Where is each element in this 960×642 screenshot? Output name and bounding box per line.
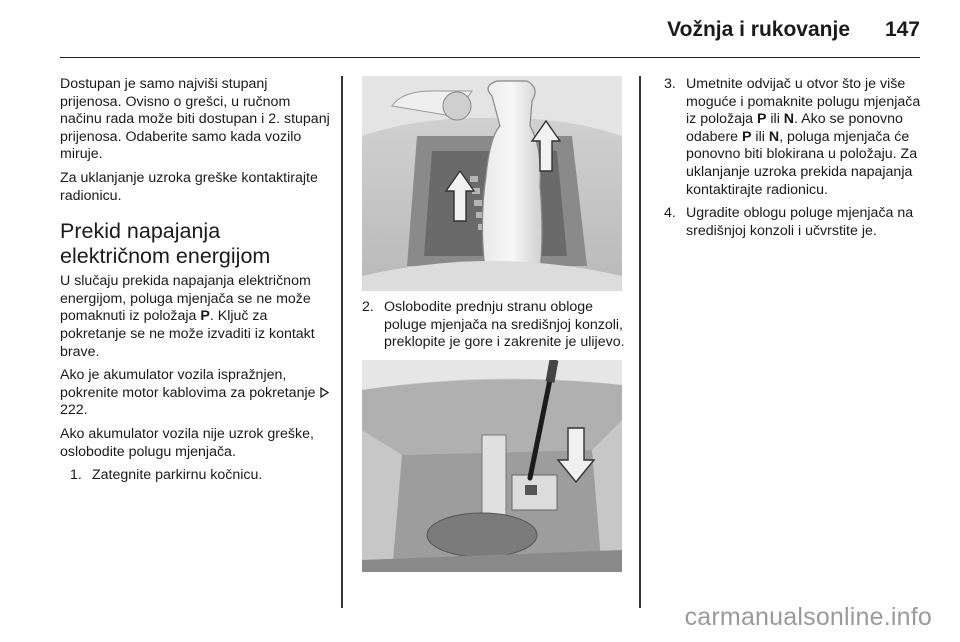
section-title: Vožnja i rukovanje — [667, 18, 850, 41]
gear-lever-illustration — [362, 76, 622, 291]
page-number: 147 — [884, 18, 920, 41]
step-item: 1. Zategnite parkirnu kočnicu. — [70, 467, 263, 484]
step-item: 2. Oslobodite prednju stranu obloge poluge mjenjača na središnjoj konzoli, preklopite je gore i zakrenite je ulijevo. — [362, 299, 625, 351]
column-divider — [341, 76, 343, 608]
paragraph: Ako je akumulator vozila ispražnjen, pokrenite motor kablovima za pokretanje 222. — [60, 367, 332, 420]
arrow-reference-icon — [319, 387, 330, 398]
column-divider — [639, 76, 641, 608]
step-item: 3. Umetnite odvijač u otvor što je više moguće i pomaknite polugu mjenjača iz položaja P ili N. Ako se ponovno odabere P ili N, poluga mjenjača će ponovno biti blokirana u položaju. Za uklanjanje uzroka prekida napajanja kontaktirajte radionicu. — [664, 76, 921, 198]
step-item: 4. Ugradite oblogu poluge mjenjača na središnjoj konzoli i učvrstite je. — [664, 205, 914, 239]
paragraph: Ako akumulator vozila nije uzrok greške, oslobodite polugu mjenjača. — [60, 425, 314, 460]
watermark: carmanualsonline.info — [684, 603, 932, 631]
column-left — [60, 76, 332, 491]
paragraph: Dostupan je samo najviši stupanj prijenosa. Ovisno o grešci, u ručnom načinu rada može biti dostupan i 2. stupanj prijenosa. Odaberite samo kada vozilo miruje. — [60, 76, 330, 163]
page-header — [60, 0, 920, 58]
section-heading: Prekid napajanja električnom energijom — [60, 219, 271, 269]
column-right — [664, 76, 926, 246]
screwdriver-illustration — [362, 360, 622, 572]
paragraph: U slučaju prekida napajanja električnom energijom, poluga mjenjača se ne može pomaknuti iz položaja P. Ključ za pokretanje se ne može izvaditi iz kontakt brave. — [60, 273, 315, 360]
column-middle — [362, 76, 630, 572]
paragraph: Za uklanjanje uzroka greške kontaktirajte radionicu. — [60, 169, 318, 204]
